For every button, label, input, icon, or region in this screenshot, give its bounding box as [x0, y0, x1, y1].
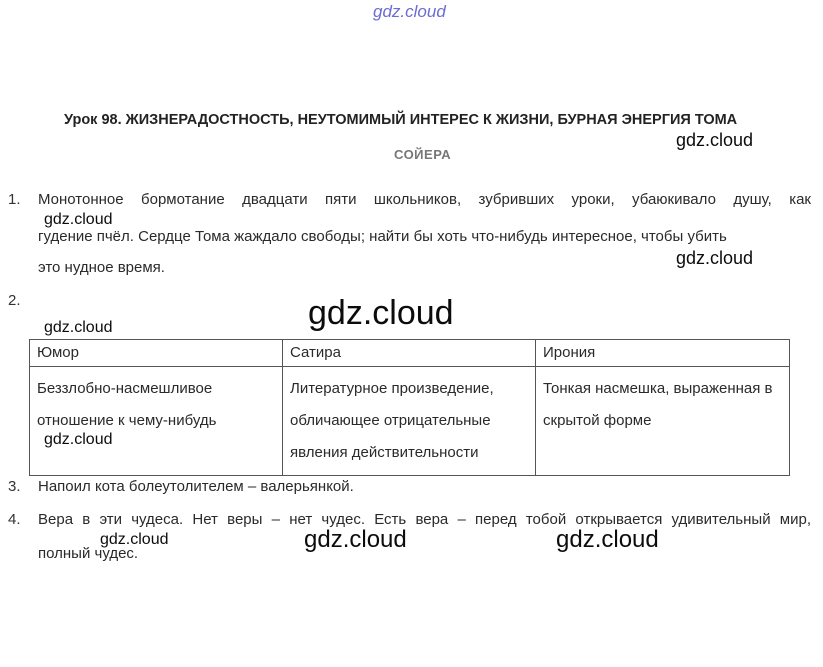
table-row — [30, 367, 790, 476]
item-1-line-3: это нудное время. — [38, 259, 165, 276]
item-3-text: Напоил кота болеутолителем – валерьянкой. — [38, 478, 354, 495]
watermark: gdz.cloud — [44, 211, 113, 228]
table-cell-irony: Тонкая насмешка, выраженная в скрытой форме — [536, 367, 790, 476]
table-header-irony: Ирония — [536, 340, 790, 367]
table-header-satire: Сатира — [283, 340, 536, 367]
table-header-humor: Юмор — [30, 340, 283, 367]
watermark: gdz.cloud — [308, 294, 454, 332]
item-4-line-1: Вера в эти чудеса. Нет веры – нет чудес. Есть вера – перед тобой открывается удивительный мир, — [38, 511, 811, 528]
lesson-title: Урок 98. ЖИЗНЕРАДОСТНОСТЬ, НЕУТОМИМЫЙ ИНТЕРЕС К ЖИЗНИ, БУРНАЯ ЭНЕРГИЯ ТОМА — [64, 112, 738, 128]
watermark: gdz.cloud — [44, 431, 113, 448]
lesson-title-continuation: СОЙЕРА — [394, 147, 452, 162]
watermark: gdz.cloud — [676, 248, 754, 268]
table-header-row — [30, 340, 790, 367]
table-cell-satire: Литературное произведение, обличающее отрицательные явления действительности — [283, 367, 536, 476]
item-4-line-2: полный чудес. — [38, 545, 139, 562]
item-1-number: 1. — [8, 191, 21, 208]
item-2-number: 2. — [8, 292, 21, 309]
watermark: gdz.cloud — [676, 130, 754, 150]
item-1-line-2: гудение пчёл. Сердце Тома жаждало свободы; найти бы хоть что-нибудь интересное, чтобы убить — [38, 228, 727, 245]
watermark: gdz.cloud — [44, 319, 113, 336]
comparison-table — [29, 339, 790, 476]
top-watermark: gdz.cloud — [373, 2, 446, 21]
watermark: gdz.cloud — [100, 531, 169, 548]
watermark: gdz.cloud — [556, 526, 659, 553]
item-4-number: 4. — [8, 511, 21, 528]
watermark: gdz.cloud — [304, 526, 407, 553]
item-3-number: 3. — [8, 478, 21, 495]
table-cell-humor: Беззлобно-насмешливое отношение к чему-нибудь — [30, 367, 283, 476]
item-1-line-1: Монотонное бормотание двадцати пяти школьников, зубривших уроки, убаюкивало душу, как — [38, 191, 811, 208]
